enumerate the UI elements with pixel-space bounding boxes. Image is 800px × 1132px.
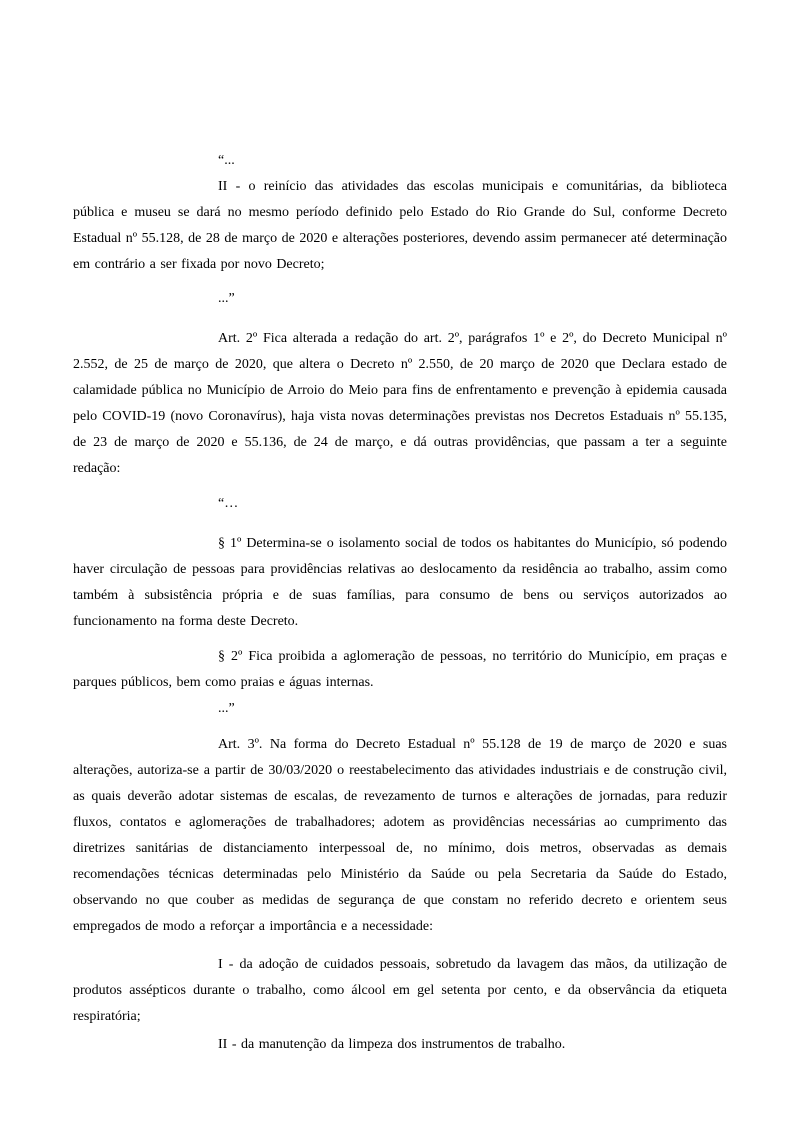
paragraph-paragrafo-2: § 2º Fica proibida a aglomeração de pessoas, no território do Município, em praças e parques públicos, bem como praias e águas internas. <box>73 649 727 690</box>
paragraph-inciso-ii: II - da manutenção da limpeza dos instrumentos de trabalho. <box>218 1037 566 1052</box>
quote-open-marker: “... <box>218 153 235 168</box>
paragraph-artigo-2: Art. 2º Fica alterada a redação do art. 2º, parágrafos 1º e 2º, do Decreto Municipal nº 2.552, de 25 de março de 2020, que altera o Decreto nº 2.550, de 20 março de 2020 que Declara estado de calamidade pública no Município de Arroio do Meio para fins de enfrentamento e prevenção à epidemia causada pelo COVID-19 (novo Coronavírus), haja vista novas determinações previstas nos Decretos Estaduais nº 55.135, de 23 de março de 2020 e 55.136, de 24 de março, e dá outras providências, que passam a ter a seguinte redação: <box>73 331 727 476</box>
quote-close-marker: ...” <box>218 291 235 306</box>
paragraph-inciso-ii-citado: II - o reinício das atividades das escolas municipais e comunitárias, da biblioteca pública e museu se dará no mesmo período definido pelo Estado do Rio Grande do Sul, conforme Decreto Estadual nº 55.128, de 28 de março de 2020 e alterações posteriores, devendo assim permanecer até determinação em contrário a ser fixada por novo Decreto; <box>73 179 727 272</box>
quote-close-marker-2: ...” <box>218 701 235 716</box>
quote-open-marker-2: “… <box>218 496 239 511</box>
paragraph-artigo-3: Art. 3º. Na forma do Decreto Estadual nº 55.128 de 19 de março de 2020 e suas alterações, autoriza-se a partir de 30/03/2020 o reestabelecimento das atividades industriais e de construção civil, as quais deverão adotar sistemas de escalas, de revezamento de turnos e alterações de jornadas, para reduzir fluxos, contatos e aglomerações de trabalhadores; adotem as providências necessárias ao cumprimento das diretrizes sanitárias de distanciamento interpessoal de, no mínimo, dois metros, observadas as demais recomendações técnicas determinadas pelo Ministério da Saúde ou pela Secretaria da Saúde do Estado, observando no que couber as medidas de segurança de que constam no referido decreto e orientem seus empregados de modo a reforçar a importância e a necessidade: <box>73 737 727 934</box>
paragraph-inciso-i: I - da adoção de cuidados pessoais, sobretudo da lavagem das mãos, da utilização de produtos assépticos durante o trabalho, como álcool em gel setenta por cento, e da observância da etiqueta respiratória; <box>73 957 727 1024</box>
paragraph-paragrafo-1: § 1º Determina-se o isolamento social de todos os habitantes do Município, só podendo haver circulação de pessoas para providências relativas ao deslocamento da residência ao trabalho, assim como também à subsistência própria e de suas famílias, para consumo de bens ou serviços autorizados ao funcionamento na forma deste Decreto. <box>73 536 727 629</box>
